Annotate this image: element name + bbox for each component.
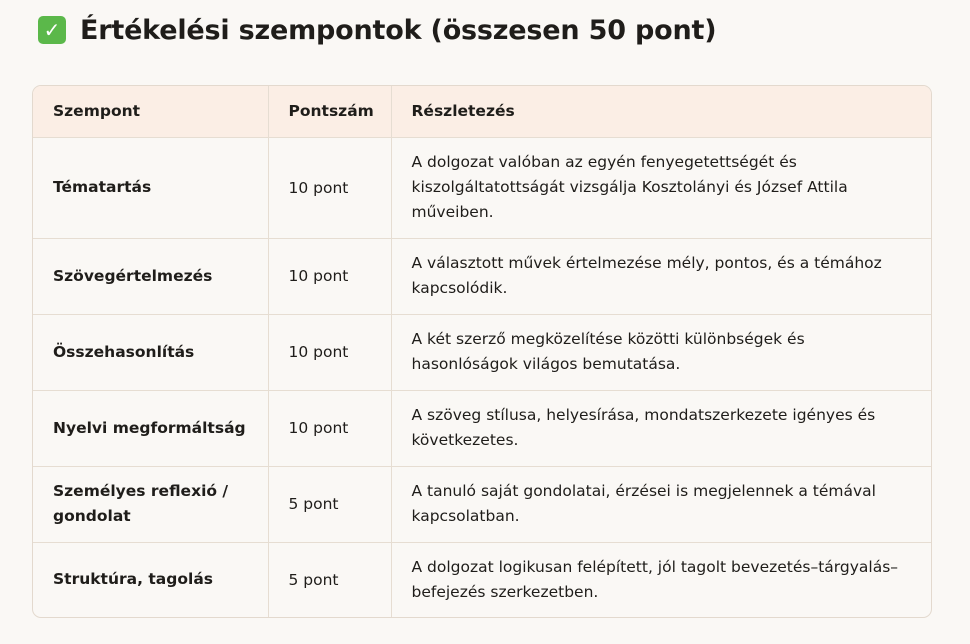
criterion-cell: Tématartás bbox=[33, 137, 268, 238]
detail-cell: A választott művek értelmezése mély, pontos, és a témához kapcsolódik. bbox=[391, 238, 931, 314]
points-cell: 10 pont bbox=[268, 390, 391, 466]
points-cell: 5 pont bbox=[268, 542, 391, 617]
detail-cell: A tanuló saját gondolatai, érzései is megjelennek a témával kapcsolatban. bbox=[391, 466, 931, 542]
table-row bbox=[33, 390, 931, 466]
criteria-table bbox=[33, 86, 931, 617]
points-cell: 5 pont bbox=[268, 466, 391, 542]
table-row bbox=[33, 542, 931, 617]
table-header-row bbox=[33, 86, 931, 137]
points-cell: 10 pont bbox=[268, 314, 391, 390]
points-cell: 10 pont bbox=[268, 137, 391, 238]
table-row bbox=[33, 466, 931, 542]
section-title: Értékelési szempontok (összesen 50 pont) bbox=[80, 14, 717, 46]
criterion-cell: Szövegértelmezés bbox=[33, 238, 268, 314]
table-row bbox=[33, 314, 931, 390]
criterion-cell: Személyes reflexió / gondolat bbox=[33, 466, 268, 542]
detail-cell: A szöveg stílusa, helyesírása, mondatszerkezete igényes és következetes. bbox=[391, 390, 931, 466]
header-criterion: Szempont bbox=[33, 86, 268, 137]
criteria-table-container bbox=[32, 85, 932, 618]
check-mark-icon: ✓ bbox=[38, 16, 66, 44]
table-row bbox=[33, 238, 931, 314]
points-cell: 10 pont bbox=[268, 238, 391, 314]
header-detail: Részletezés bbox=[391, 86, 931, 137]
header-points: Pontszám bbox=[268, 86, 391, 137]
section-heading bbox=[38, 10, 716, 50]
table-row bbox=[33, 137, 931, 238]
detail-cell: A dolgozat valóban az egyén fenyegetettségét és kiszolgáltatottságát vizsgálja Kosztolányi és József Attila műveiben. bbox=[391, 137, 931, 238]
detail-cell: A dolgozat logikusan felépített, jól tagolt bevezetés–tárgyalás–befejezés szerkezetben. bbox=[411, 557, 899, 601]
detail-cell: A két szerző megközelítése közötti különbségek és hasonlóságok világos bemutatása. bbox=[391, 314, 931, 390]
criterion-cell: Nyelvi megformáltság bbox=[33, 390, 268, 466]
criterion-cell: Összehasonlítás bbox=[33, 314, 268, 390]
criterion-cell: Struktúra, tagolás bbox=[33, 542, 268, 617]
